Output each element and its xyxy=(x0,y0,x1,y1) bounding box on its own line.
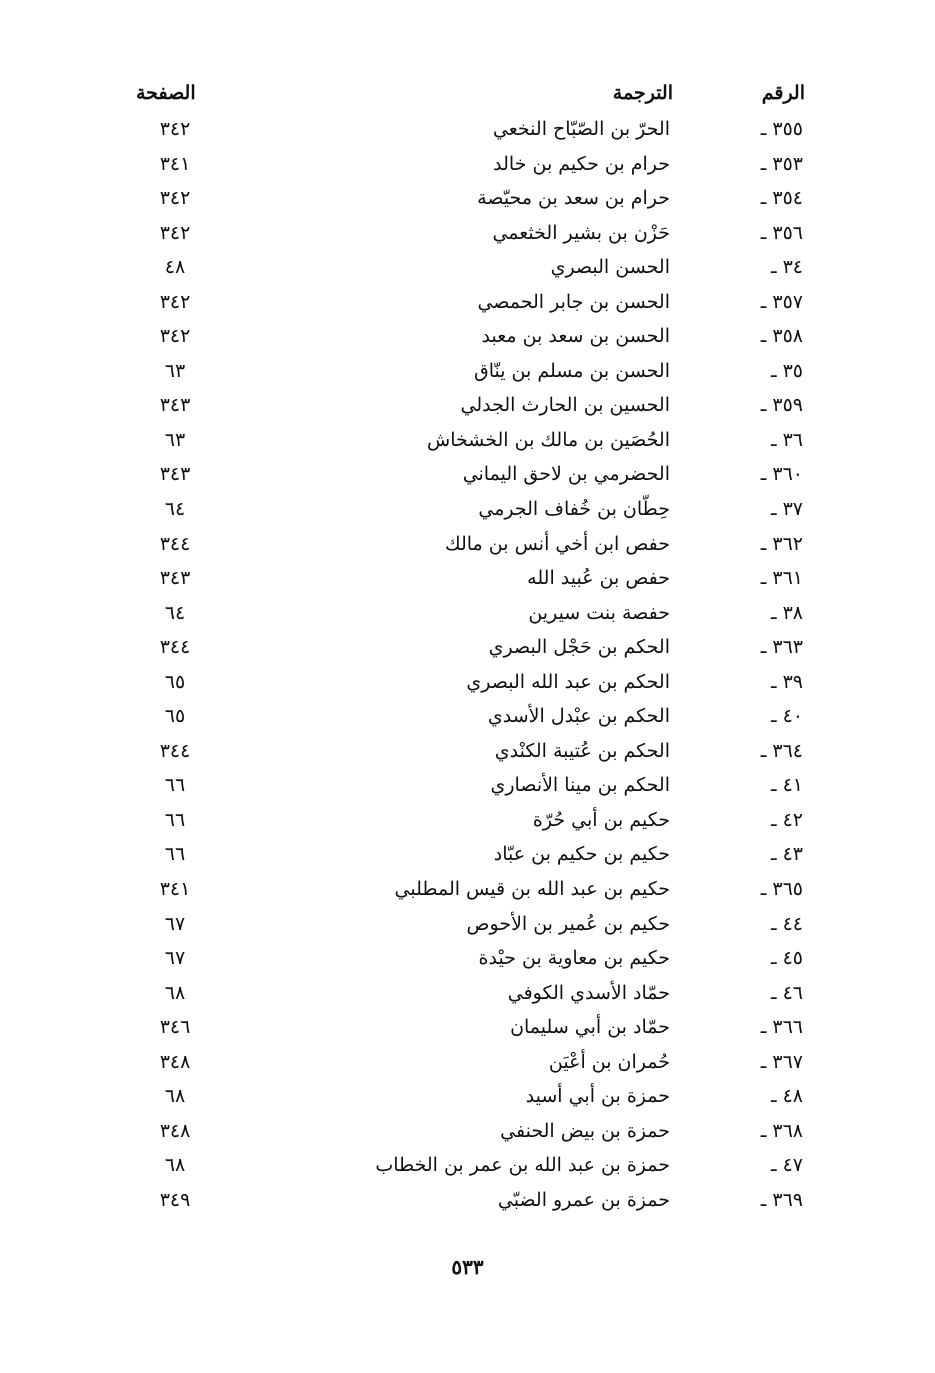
entry-page-number: ٣٤٣ xyxy=(159,394,191,417)
index-entry xyxy=(0,599,935,634)
entry-page-number: ٦٧ xyxy=(164,912,186,935)
entry-biography-name: حرام بن سعد بن محيّصة xyxy=(477,187,670,210)
entry-number: ٤٨ ـ xyxy=(770,1085,803,1108)
entry-number: ٣٨ ـ xyxy=(770,601,803,624)
entry-page-number: ٦٣ xyxy=(164,428,186,451)
entry-page-number: ٣٤٤ xyxy=(159,532,191,555)
index-entry xyxy=(0,633,935,668)
entry-number: ٣٩ ـ xyxy=(770,670,803,693)
entry-page-number: ٣٤٢ xyxy=(159,325,191,348)
entry-page-number: ٦٤ xyxy=(164,601,186,624)
entry-biography-name: حكيم بن أبي حُرّة xyxy=(532,808,670,831)
entry-number: ٤٥ ـ xyxy=(770,947,803,970)
entry-page-number: ٤٨ xyxy=(164,256,186,279)
entry-page-number: ٣٤٣ xyxy=(159,567,191,590)
entry-biography-name: حُمران بن أعْيَن xyxy=(548,1050,670,1073)
entry-number: ٤٠ ـ xyxy=(770,705,803,728)
entry-biography-name: الحكم بن عُتيبة الكنْدي xyxy=(494,739,670,762)
entry-biography-name: الحسن البصري xyxy=(550,256,670,279)
biography-column-header: الترجمة xyxy=(612,82,673,104)
index-entry xyxy=(0,737,935,772)
entry-number: ٣٥٥ ـ xyxy=(760,118,803,140)
entry-page-number: ٣٤٣ xyxy=(159,463,191,486)
entry-number: ٣٦٠ ـ xyxy=(760,463,803,486)
entry-number: ٣٥٩ ـ xyxy=(760,394,803,417)
entry-number: ٣٦١ ـ xyxy=(760,567,803,590)
entry-page-number: ٣٤٢ xyxy=(159,118,191,140)
index-entry xyxy=(0,771,935,806)
entry-number: ٣٦٣ ـ xyxy=(760,636,803,659)
entry-page-number: ٦٨ xyxy=(164,981,186,1004)
index-entry xyxy=(0,322,935,357)
entry-biography-name: حفص ابن أخي أنس بن مالك xyxy=(444,532,670,555)
entry-page-number: ٦٦ xyxy=(164,808,186,831)
entry-number: ٣٦٤ ـ xyxy=(760,739,803,762)
index-entry xyxy=(0,253,935,288)
entry-page-number: ٦٦ xyxy=(164,774,186,797)
entry-biography-name: حرام بن حكيم بن خالد xyxy=(493,152,670,175)
index-entry xyxy=(0,115,935,150)
entry-page-number: ٣٤٨ xyxy=(159,1119,191,1142)
entry-page-number: ٦٥ xyxy=(164,705,186,728)
index-entry xyxy=(0,1013,935,1048)
entry-biography-name: الحكم بن حَجْل البصري xyxy=(488,636,670,659)
entry-number: ٣٦٧ ـ xyxy=(760,1050,803,1073)
entry-page-number: ٣٤١ xyxy=(159,152,191,175)
entry-page-number: ٣٤٢ xyxy=(159,221,191,244)
entry-biography-name: حفصة بنت سيرين xyxy=(528,601,670,624)
number-column-header: الرقم xyxy=(761,82,805,104)
entry-page-number: ٦٧ xyxy=(164,947,186,970)
entry-page-number: ٦٦ xyxy=(164,843,186,866)
page-column-header: الصفحة xyxy=(136,82,196,104)
index-entry xyxy=(0,875,935,910)
entry-page-number: ٣٤٩ xyxy=(159,1188,191,1211)
index-entry xyxy=(0,1186,935,1221)
entry-number: ٣٥٤ ـ xyxy=(760,187,803,210)
entry-biography-name: حكيم بن حكيم بن عبّاد xyxy=(493,843,670,866)
index-entry xyxy=(0,150,935,185)
entry-biography-name: حِطّان بن خُفاف الجرمي xyxy=(478,498,670,521)
entry-number: ٣٦٥ ـ xyxy=(760,878,803,901)
entry-number: ٣٥٦ ـ xyxy=(760,221,803,244)
entry-biography-name: الحسين بن الحارث الجدلي xyxy=(460,394,670,417)
entry-biography-name: الحكم بن عبْدل الأسدي xyxy=(487,705,670,728)
entry-biography-name: حمزة بن أبي أسيد xyxy=(525,1085,670,1108)
entry-number: ٤٢ ـ xyxy=(770,808,803,831)
entry-biography-name: الحسن بن سعد بن معبد xyxy=(481,325,670,348)
index-entry xyxy=(0,840,935,875)
index-entry xyxy=(0,1082,935,1117)
index-entry xyxy=(0,530,935,565)
entry-biography-name: حفص بن عُبيد الله xyxy=(527,567,670,590)
entry-number: ٣٦٢ ـ xyxy=(760,532,803,555)
index-entry xyxy=(0,460,935,495)
entry-number: ٣٤ ـ xyxy=(770,256,803,279)
index-entry xyxy=(0,1117,935,1152)
entry-biography-name: حكيم بن عُمير بن الأحوص xyxy=(466,912,670,935)
entry-number: ٣٦ ـ xyxy=(770,428,803,451)
entry-biography-name: الحكم بن عبد الله البصري xyxy=(466,670,670,693)
index-header xyxy=(0,82,935,112)
entry-number: ٣٥٧ ـ xyxy=(760,290,803,313)
entry-biography-name: حمزة بن بيض الحنفي xyxy=(500,1119,670,1142)
index-entry xyxy=(0,219,935,254)
entry-page-number: ٣٤٢ xyxy=(159,290,191,313)
entry-biography-name: حمّاد بن أبي سليمان xyxy=(510,1016,670,1039)
entry-page-number: ٣٤٢ xyxy=(159,187,191,210)
index-entry xyxy=(0,1151,935,1186)
index-entry xyxy=(0,391,935,426)
entry-number: ٣٦٨ ـ xyxy=(760,1119,803,1142)
entry-page-number: ٦٤ xyxy=(164,498,186,521)
index-entry xyxy=(0,426,935,461)
index-entry xyxy=(0,979,935,1014)
entry-number: ٤٦ ـ xyxy=(770,981,803,1004)
entry-biography-name: الحضرمي بن لاحق اليماني xyxy=(462,463,670,486)
entry-number: ٣٥٣ ـ xyxy=(760,152,803,175)
entry-biography-name: حكيم بن معاوية بن حيْدة xyxy=(478,947,670,970)
entry-biography-name: الحسن بن مسلم بن ينّاق xyxy=(473,359,670,382)
index-entry xyxy=(0,702,935,737)
entry-biography-name: حمّاد الأسدي الكوفي xyxy=(507,981,670,1004)
entry-biography-name: الحسن بن جابر الحمصي xyxy=(477,290,670,313)
entry-page-number: ٣٤١ xyxy=(159,878,191,901)
entry-biography-name: حَزْن بن بشير الخثعمي xyxy=(492,221,670,244)
entry-biography-name: حكيم بن عبد الله بن قيس المطلبي xyxy=(394,878,670,901)
entry-page-number: ٦٥ xyxy=(164,670,186,693)
index-entry xyxy=(0,910,935,945)
page-number: ٥٣٣ xyxy=(451,1255,484,1279)
entry-number: ٣٥ ـ xyxy=(770,359,803,382)
entry-page-number: ٣٤٤ xyxy=(159,739,191,762)
entry-biography-name: حمزة بن عبد الله بن عمر بن الخطاب xyxy=(375,1154,670,1177)
entry-number: ٤٤ ـ xyxy=(770,912,803,935)
entry-number: ٤١ ـ xyxy=(770,774,803,797)
entry-page-number: ٦٨ xyxy=(164,1154,186,1177)
entry-page-number: ٦٨ xyxy=(164,1085,186,1108)
index-entry xyxy=(0,564,935,599)
index-entry xyxy=(0,1048,935,1083)
index-entry xyxy=(0,495,935,530)
entry-number: ٣٥٨ ـ xyxy=(760,325,803,348)
index-entry xyxy=(0,288,935,323)
entry-biography-name: الحكم بن مينا الأنصاري xyxy=(490,774,670,797)
index-entry xyxy=(0,944,935,979)
entry-biography-name: الحرّ بن الصّبّاح النخعي xyxy=(492,118,670,140)
entry-number: ٤٣ ـ xyxy=(770,843,803,866)
entry-page-number: ٦٣ xyxy=(164,359,186,382)
entry-number: ٣٦٦ ـ xyxy=(760,1016,803,1039)
entry-page-number: ٣٤٤ xyxy=(159,636,191,659)
entry-biography-name: الحُصَين بن مالك بن الخشخاش xyxy=(427,428,670,451)
index-entry xyxy=(0,184,935,219)
index-entries xyxy=(0,115,935,1221)
entry-page-number: ٣٤٨ xyxy=(159,1050,191,1073)
index-entry xyxy=(0,357,935,392)
entry-biography-name: حمزة بن عمرو الضبّي xyxy=(497,1188,670,1211)
entry-page-number: ٣٤٦ xyxy=(159,1016,191,1039)
index-entry xyxy=(0,668,935,703)
entry-number: ٣٦٩ ـ xyxy=(760,1188,803,1211)
index-entry xyxy=(0,806,935,841)
entry-number: ٤٧ ـ xyxy=(770,1154,803,1177)
entry-number: ٣٧ ـ xyxy=(770,498,803,521)
